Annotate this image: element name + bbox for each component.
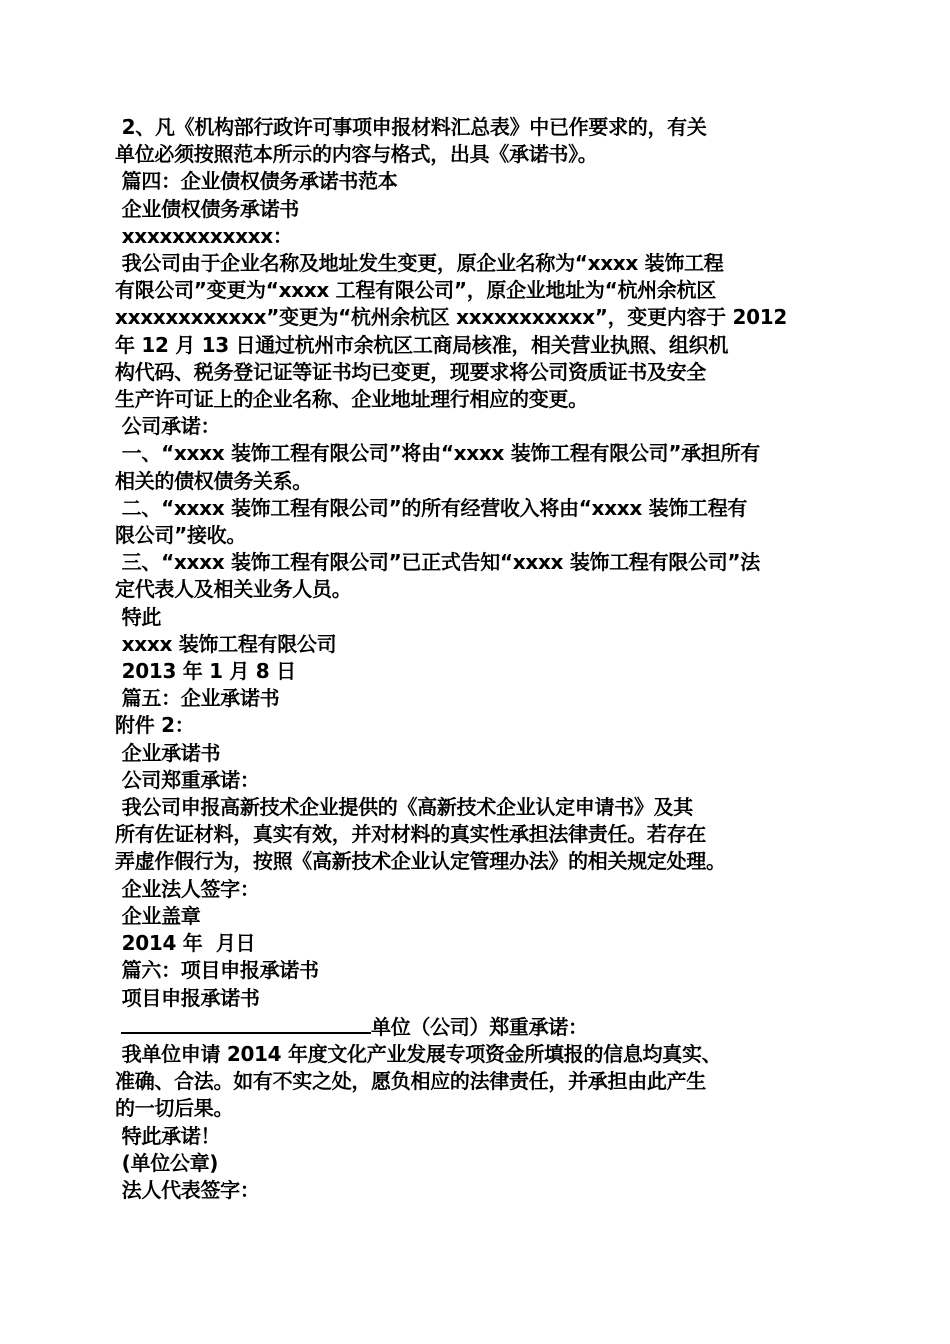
text-line: 一、“xxxx 装饰工程有限公司”将由“xxxx 装饰工程有限公司”承担所有 (115, 441, 760, 466)
text-line: 单位必须按照范本所示的内容与格式，出具《承诺书》。 (115, 142, 598, 167)
seal-label: (单位公章) (115, 1150, 219, 1175)
fill-in-blank-underline (121, 1012, 371, 1034)
text-line: 公司承诺： (115, 414, 221, 439)
text-line: 我单位申请 2014 年度文化产业发展专项资金所填报的信息均真实、 (115, 1041, 722, 1066)
text-line: 我公司申报高新技术企业提供的《高新技术企业认定申请书》及其 (115, 795, 693, 820)
text-line: 年 12 月 13 日通过杭州市余杭区工商局核准，相关营业执照、组织机 (115, 332, 729, 357)
text-line: xxxxxxxxxxxx”变更为“杭州余杭区 xxxxxxxxxxx”，变更内容于 2012 (115, 305, 787, 330)
section-heading: 篇四：企业债权债务承诺书范本 (115, 169, 398, 194)
text-line: 2、凡《机构部行政许可事项申报材料汇总表》中已作要求的，有关 (115, 115, 707, 139)
text-line: 企业法人签字： (115, 876, 260, 901)
text-line: 三、“xxxx 装饰工程有限公司”已正式告知“xxxx 装饰工程有限公司”法 (115, 550, 760, 575)
section-heading: 篇五：企业承诺书 (115, 686, 280, 711)
signature-date: 2013 年 1 月 8 日 (115, 659, 296, 684)
pledge-line-text: 单位（公司）郑重承诺： (371, 1014, 588, 1039)
text-line: 构代码、税务登记证等证书均已变更，现要求将公司资质证书及安全 (115, 359, 706, 384)
text-line: 限公司”接收。 (115, 523, 247, 548)
section-heading: 篇六：项目申报承诺书 (115, 958, 319, 983)
text-line: 我公司由于企业名称及地址发生变更，原企业名称为“xxxx 装饰工程 (115, 251, 724, 276)
text-line: 生产许可证上的企业名称、企业地址理行相应的变更。 (115, 387, 588, 412)
text-line: 公司郑重承诺： (115, 767, 260, 792)
document-title: 企业承诺书 (115, 740, 221, 765)
document-body (115, 114, 845, 1204)
document-title: 企业债权债务承诺书 (115, 196, 299, 221)
attachment-label: 附件 2： (115, 713, 195, 738)
addressee: xxxxxxxxxxxx： (115, 223, 293, 248)
text-line: 有限公司”变更为“xxxx 工程有限公司”，原企业地址为“杭州余杭区 (115, 278, 716, 303)
document-title: 项目申报承诺书 (115, 985, 260, 1010)
text-line: 企业盖章 (115, 903, 201, 928)
text-line: 定代表人及相关业务人员。 (115, 577, 352, 602)
text-line: 准确、合法。如有不实之处，愿负相应的法律责任，并承担由此产生 (115, 1069, 706, 1094)
text-line: 特此 (115, 604, 162, 629)
signature-date: 2014 年 月日 (115, 931, 256, 956)
text-line: 的一切后果。 (115, 1096, 234, 1121)
signatory-company: xxxx 装饰工程有限公司 (115, 631, 337, 656)
signature-label: 法人代表签字： (115, 1177, 260, 1202)
text-line: 特此承诺！ (115, 1123, 221, 1148)
pledge-line (115, 1012, 845, 1041)
text-line: 所有佐证材料，真实有效，并对材料的真实性承担法律责任。若存在 (115, 822, 706, 847)
text-line: 二、“xxxx 装饰工程有限公司”的所有经营收入将由“xxxx 装饰工程有 (115, 495, 748, 520)
text-line: 弄虚作假行为，按照《高新技术企业认定管理办法》的相关规定处理。 (115, 849, 726, 874)
text-line: 相关的债权债务关系。 (115, 468, 312, 493)
